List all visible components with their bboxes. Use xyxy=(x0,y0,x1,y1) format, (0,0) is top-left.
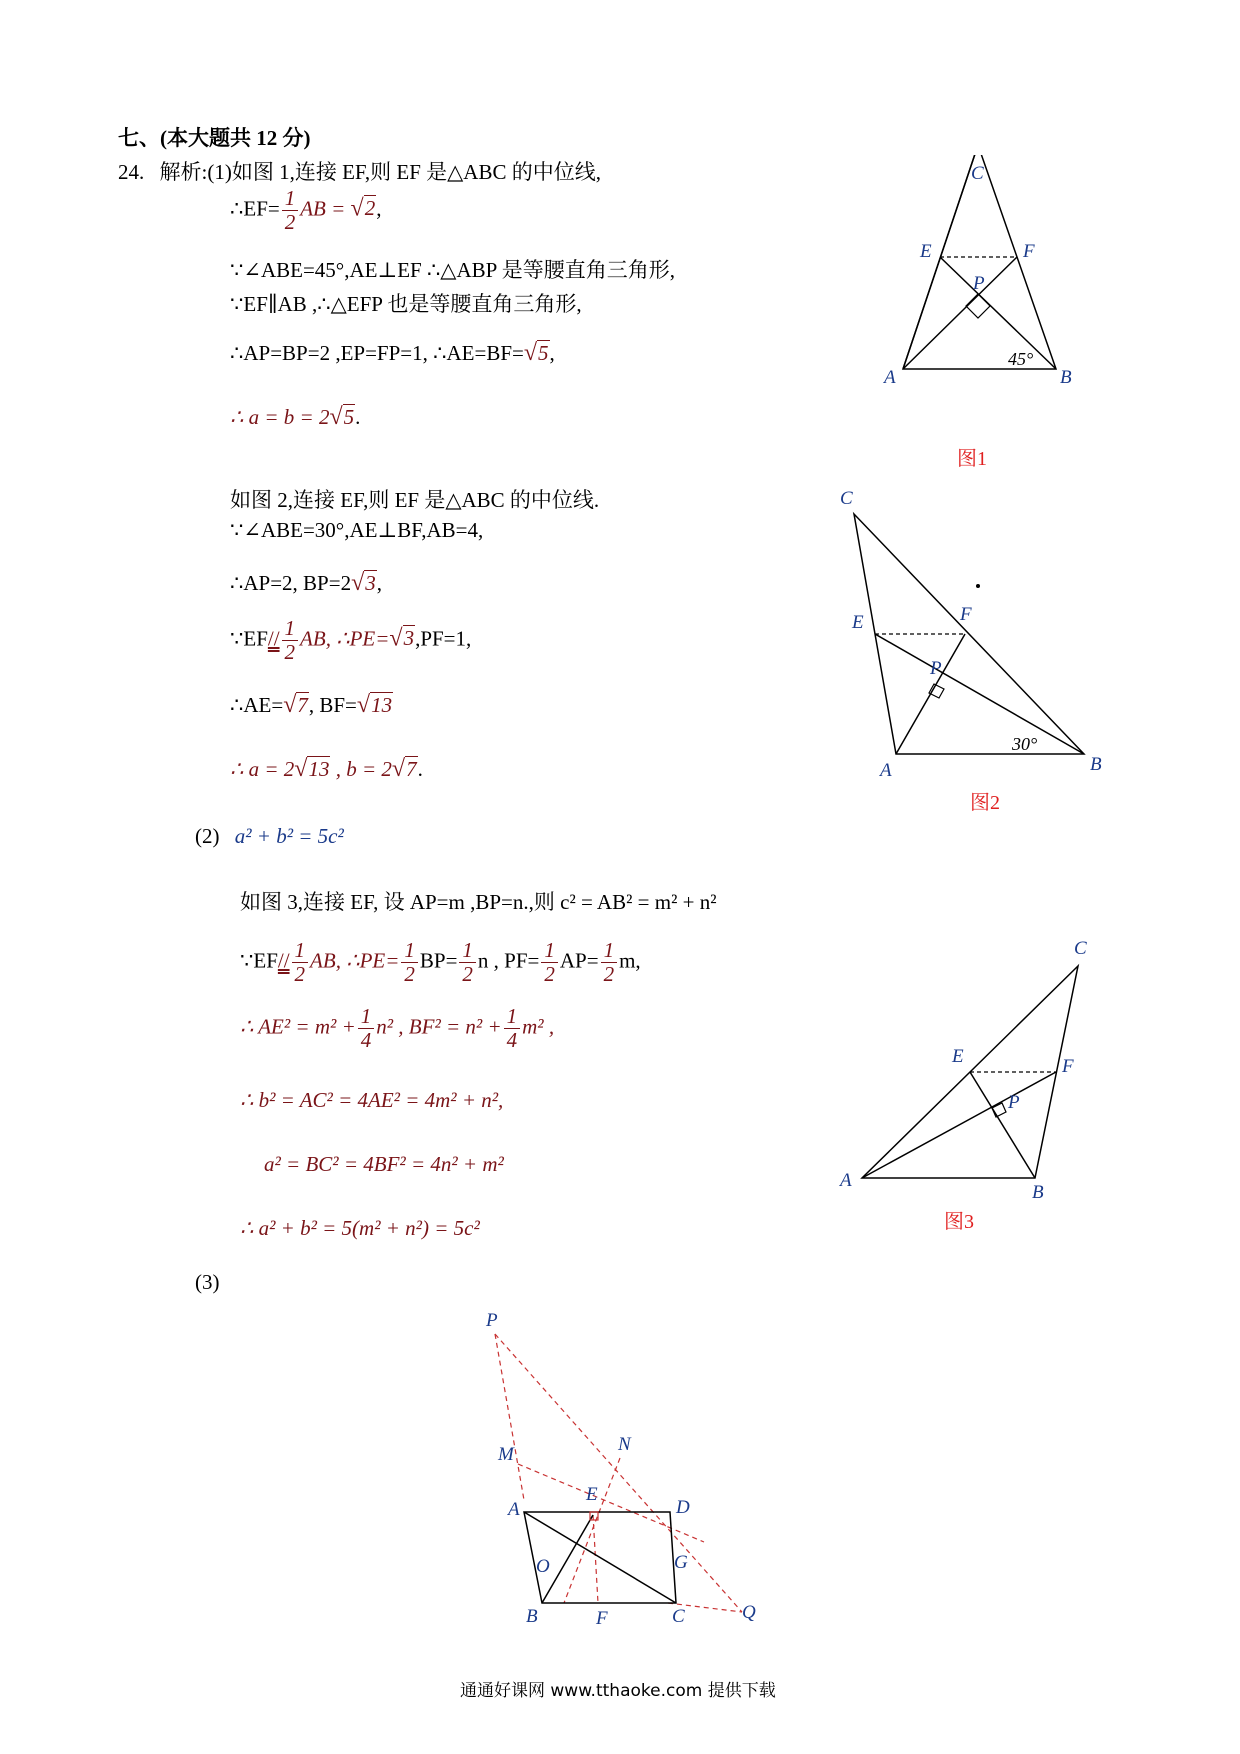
fig2-label-f: F xyxy=(960,604,972,625)
fig3-label-c: C xyxy=(1074,938,1087,959)
fig1-label-p: P xyxy=(973,273,985,294)
fig3-label-e: E xyxy=(952,1046,964,1067)
figure-1 xyxy=(870,155,1090,405)
p2-line2: ∵EF// $\frac{1}{2}$ AB, ∴PE= $\frac{1}{2}$ BP= $\frac{1}{2}$ n , PF= $\frac{1}{2}$ AP= $\frac{1}{2}$ m, xyxy=(240,938,641,986)
fig3-caption: 图3 xyxy=(944,1211,974,1233)
fig2-label-a: A xyxy=(880,760,892,778)
p1b-line4: ∵EF// $\frac{1}{2}$ AB, ∴PE=√3,PF=1, xyxy=(230,616,472,664)
fig4-label-c: C xyxy=(672,1606,685,1627)
fig1-label-b: B xyxy=(1060,367,1072,388)
figure-4 xyxy=(480,1310,770,1640)
p1-line3: ∵EF∥AB ,∴△EFP 也是等腰直角三角形, xyxy=(230,292,582,316)
p1b-line3: ∴AP=2, BP=2√3, xyxy=(230,570,382,596)
fig3-label-b: B xyxy=(1032,1182,1044,1200)
p1b-line2: ∵∠ABE=30°,AE⊥BF,AB=4, xyxy=(230,518,484,542)
fig2-caption: 图2 xyxy=(970,792,1000,814)
fig4-label-a: A xyxy=(508,1499,520,1520)
figure-3 xyxy=(830,930,1110,1200)
p1-line2: ∵∠ABE=45°,AE⊥EF ∴△ABP 是等腰直角三角形, xyxy=(230,258,676,282)
fig2-label-b: B xyxy=(1090,754,1102,775)
p2-line1: 如图 3,连接 EF, 设 AP=m ,BP=n.,则 c² = AB² = m² + n² xyxy=(240,890,717,914)
fig2-label-c: C xyxy=(840,488,853,509)
footer: 通通好课网 www.tthaoke.com 提供下载 xyxy=(460,1681,776,1701)
p1-line5: ∴ a = b = 2√5. xyxy=(230,404,361,430)
fig1-angle: 45° xyxy=(1008,349,1034,369)
fig1-label-f: F xyxy=(1023,241,1035,262)
p2-line3: ∴ AE² = m² + $\frac{1}{4}$ n² , BF² = n² + $\frac{1}{4}$ m² , xyxy=(240,1004,555,1052)
problem-intro-text: 解析:(1)如图 1,连接 EF,则 EF 是△ABC 的中位线, xyxy=(159,160,601,184)
fig4-label-b: B xyxy=(526,1606,538,1627)
p1b-line5: ∴AE=√7, BF=√13 xyxy=(230,692,393,718)
figure-2 xyxy=(830,488,1120,778)
problem-number: 24. xyxy=(118,160,145,184)
fig3-label-p: P xyxy=(1008,1092,1020,1113)
p1b-line6: ∴ a = 2√13 , b = 2√7. xyxy=(230,756,423,782)
section-title: 七、(本大题共 12 分) xyxy=(118,126,311,150)
fig4-label-m: M xyxy=(498,1444,514,1465)
fig2-label-e: E xyxy=(852,612,864,633)
p1b-line1: 如图 2,连接 EF,则 EF 是△ABC 的中位线. xyxy=(230,488,600,512)
p2-line6: ∴ a² + b² = 5(m² + n²) = 5c² xyxy=(240,1216,480,1240)
fig1-label-a: A xyxy=(884,367,896,388)
fig4-label-p: P xyxy=(486,1310,498,1331)
fig2-label-p: P xyxy=(930,658,942,679)
fig4-label-g: G xyxy=(674,1552,688,1573)
p2-line4: ∴ b² = AC² = 4AE² = 4m² + n², xyxy=(240,1088,504,1112)
p1-line1: ∴EF= $\frac{1}{2}$ AB = √2, xyxy=(230,186,382,234)
fig1-label-e: E xyxy=(920,241,932,262)
fig1-label-c: C xyxy=(971,163,984,184)
problem-intro xyxy=(118,156,601,186)
fig3-label-f: F xyxy=(1062,1056,1074,1077)
p3-label: (3) xyxy=(195,1270,220,1294)
fig4-label-e: E xyxy=(586,1484,598,1505)
fig4-label-o: O xyxy=(536,1556,550,1577)
fig4-label-f: F xyxy=(596,1608,608,1629)
p2-line5: a² = BC² = 4BF² = 4n² + m² xyxy=(264,1152,504,1176)
p2-claim: (2) a² + b² = 5c² xyxy=(195,824,344,848)
fig2-angle: 30° xyxy=(1012,734,1038,754)
fig4-label-n: N xyxy=(618,1434,631,1455)
p1-line4: ∴AP=BP=2 ,EP=FP=1, ∴AE=BF=√5, xyxy=(230,340,555,366)
fig3-label-a: A xyxy=(840,1170,852,1191)
fig4-label-q: Q xyxy=(742,1602,756,1623)
fig1-caption: 图1 xyxy=(957,448,987,470)
fig4-label-d: D xyxy=(676,1497,690,1518)
